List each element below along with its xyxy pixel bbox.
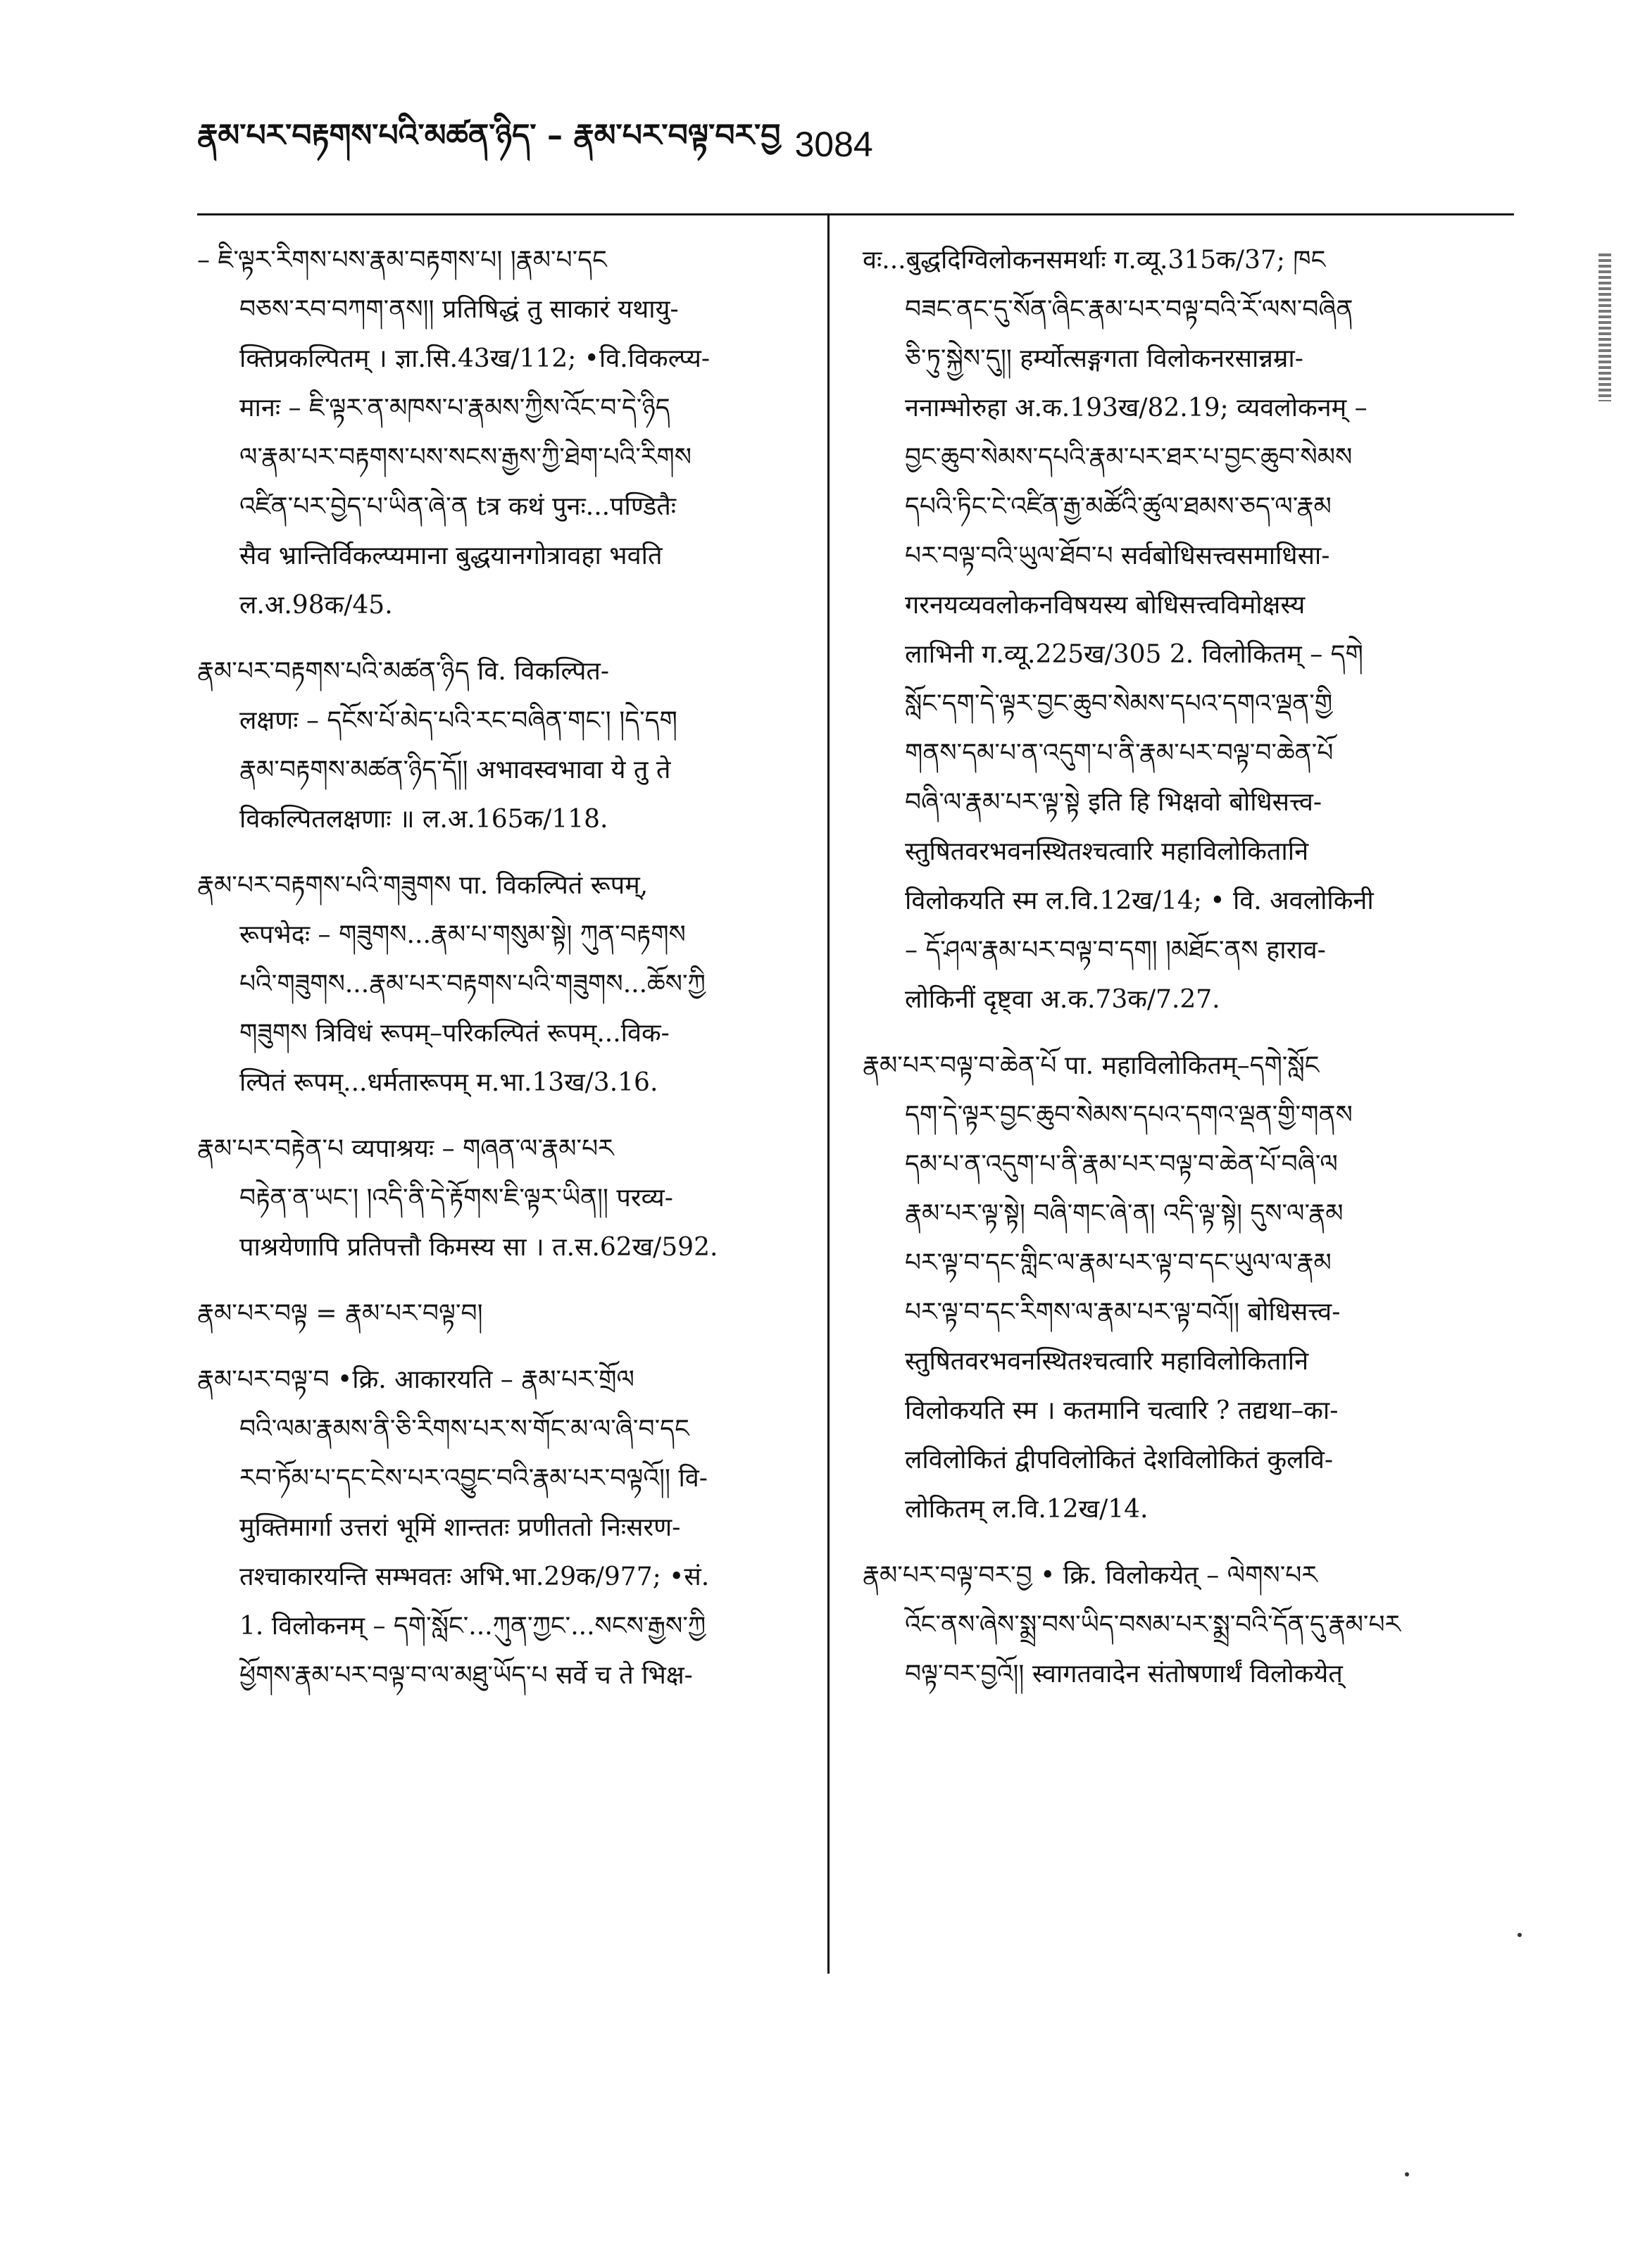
dictionary-entry bbox=[197, 647, 803, 844]
entry-text-line: བཞི་ལ་རྣམ་པར་ལྟ་སྟེ इति हि भिक्षवो बोधिसत्त्व- bbox=[905, 788, 1322, 817]
entry-text-line: སློང་དག་དེ་ལྟར་བྱང་ཆུབ་སེམས་དཔའ་དགའ་ལྡན་གྱི bbox=[905, 689, 1333, 718]
entry-headword-line: རྣམ་པར་བལྟ་བ་ཆེན་པོ पा. महाविलोकितम्–དགེ་སློང bbox=[863, 1051, 1320, 1080]
dictionary-entry bbox=[863, 1041, 1510, 1534]
entry-text-line: विकल्पितलक्षणाः ॥ ल.अ.165क/118. bbox=[239, 805, 608, 834]
entry-headword-line: – ཇི་ལྟར་རིགས་པས་རྣམ་བརྟགས་པ། །རྣམ་པ་དང bbox=[197, 246, 607, 275]
entry-text-line: པའི་གཟུགས...རྣམ་པར་བརྟགས་པའི་གཟུགས...ཆོས་ཀྱི bbox=[239, 970, 706, 998]
entry-text-line: ल.अ.98क/45. bbox=[239, 591, 393, 620]
dictionary-entry bbox=[863, 236, 1510, 1025]
entry-text-line: ལ་རྣམ་པར་བརྟགས་པས་སངས་རྒྱས་ཀྱི་ཐེག་པའི་རིགས bbox=[239, 443, 692, 472]
entry-text-line: འོང་ནས་ཞེས་སྨྲ་བས་ཡིད་བསམ་པར་སྨྲ་བའི་དོན་དུ་རྣམ་པར bbox=[905, 1610, 1401, 1639]
entry-text-line: ल्पितं रूपम्...धर्मतारूपम् म.भा.13ख/3.16. bbox=[239, 1068, 658, 1097]
entry-headword-line: རྣམ་པར་བརྟགས་པའི་གཟུགས पा. विकल्पितं रूपम्, bbox=[197, 871, 649, 900]
entry-text-line: པར་ལྟ་བ་དང་རིགས་ལ་རྣམ་པར་ལྟ་བའོ།། बोधिसत्त्व- bbox=[905, 1298, 1341, 1327]
entry-text-line: བྱང་ཆུབ་སེམས་དཔའི་རྣམ་པར་ཐར་པ་བྱང་ཆུབ་སེམས bbox=[905, 443, 1353, 472]
dictionary-entry bbox=[197, 861, 803, 1108]
scan-edge-mark bbox=[1598, 253, 1611, 401]
entry-text-line: तश्चाकारयन्ति सम्भवतः अभि.भा.29क/977; •सं. bbox=[239, 1562, 710, 1591]
entry-text-line: स्तुषितवरभवनस्थितश्चत्वारि महाविलोकितानि bbox=[905, 1347, 1309, 1376]
right-column bbox=[863, 236, 1510, 1716]
running-title: རྣམ་པར་བརྟགས་པའི་མཚན་ཉིད་ – རྣམ་པར་བལྟ་བར་བྱ bbox=[197, 118, 781, 154]
entry-headword-line: རྣམ་པར་བལྟ་བར་བྱ • क्रि. विलोकयेत् – ལེགས་པར bbox=[863, 1561, 1318, 1590]
entry-text-line: དག་དེ་ལྟར་བྱང་ཆུབ་སེམས་དཔའ་དགའ་ལྡན་གྱི་གནས bbox=[905, 1101, 1353, 1129]
entry-text-line: པར་ལྟ་བ་དང་གླིང་ལ་རྣམ་པར་ལྟ་བ་དང་ཡུལ་ལ་རྣམ bbox=[905, 1248, 1332, 1277]
entry-text-line: དམ་པ་ན་འདུག་པ་ནི་རྣམ་པར་བལྟ་བ་ཆེན་པོ་བཞི་ལ bbox=[905, 1150, 1338, 1179]
entry-text-line: གནས་དམ་པ་ན་འདུག་པ་ནི་རྣམ་པར་བལྟ་བ་ཆེན་པོ bbox=[905, 739, 1334, 768]
entry-text-line: གཟུགས त्रिविधं रूपम्–परिकल्पितं रूपम्...विक- bbox=[239, 1019, 670, 1048]
entry-text-line: विलोकयति स्म । कतमानि चत्वारि ? तद्यथा–का- bbox=[905, 1396, 1339, 1425]
entry-text-line: – དོ་ཤལ་རྣམ་པར་བལྟ་བ་དག། །མཐོང་ནས हाराव- bbox=[905, 936, 1326, 965]
entry-text-line: पाश्रयेणापि प्रतिपत्तौ किमस्य सा । त.स.62ख/592. bbox=[239, 1233, 718, 1262]
entry-headword-line: རྣམ་པར་བལྟ་བ •क्रि. आकारयति – རྣམ་པར་གྲོལ bbox=[197, 1365, 634, 1394]
entry-headword-line: རྣམ་པར་བརྟགས་པའི་མཚན་ཉིད वि. विकल्पित- bbox=[197, 657, 610, 686]
entry-text-line: རབ་ཏོམ་པ་དང་ངེས་པར་འབྱུང་བའི་རྣམ་པར་བལྟའོ།། वि- bbox=[239, 1464, 708, 1493]
entry-text-line: मुक्तिमार्गा उत्तरां भूमिं शान्ततः प्रणीततो निःसरण- bbox=[239, 1513, 681, 1542]
entry-text-line: བའི་ལམ་རྣམས་ནི་ཅི་རིགས་པར་ས་གོང་མ་ལ་ཞི་བ་དང bbox=[239, 1415, 689, 1443]
entry-text-line: བལྟ་བར་བྱའོ།། स्वागतवादेन संतोषणार्थं विलोकयेत् bbox=[905, 1660, 1343, 1689]
entry-text-line: लोकिनीं दृष्ट्वा अ.क.73क/7.27. bbox=[905, 985, 1220, 1014]
page-header bbox=[197, 116, 1535, 173]
entry-text-line: सैव भ्रान्तिर्विकल्प्यमाना बुद्धयानगोत्रावहा भवति bbox=[239, 541, 663, 570]
entry-text-line: ननाम्भोरुहा अ.क.193ख/82.19; व्यवलोकनम् – bbox=[905, 394, 1368, 422]
entry-headword-line: वः...बुद्धदिग्विलोकनसमर्थाः ग.व्यू.315क/37; ཁང bbox=[863, 246, 1326, 275]
scan-speck bbox=[1518, 1933, 1522, 1937]
entry-headword-line: རྣམ་པར་བརྟེན་པ व्यपाश्रयः – གཞན་ལ་རྣམ་པར bbox=[197, 1134, 614, 1163]
entry-text-line: लविलोकितं द्वीपविलोकितं देशविलोकितं कुलवि- bbox=[905, 1446, 1334, 1474]
dictionary-entry bbox=[863, 1551, 1510, 1699]
page-number: 3084 bbox=[794, 125, 873, 164]
entry-text-line: རྣམ་པར་ལྟ་སྟེ། བཞི་གང་ཞེ་ན། འདི་ལྟ་སྟེ། དུས་ལ་རྣམ bbox=[905, 1199, 1344, 1228]
entry-text-line: क्तिप्रकल्पितम् । ज्ञा.सि.43ख/112; •वि.विकल्प्य- bbox=[239, 344, 711, 373]
dictionary-entry bbox=[197, 1355, 803, 1700]
entry-text-line: लोकितम् ल.वि.12ख/14. bbox=[905, 1495, 1149, 1524]
entry-text-line: लाभिनी ग.व्यू.225ख/305 2. विलोकितम् – དགེ bbox=[905, 640, 1363, 669]
entry-text-line: विलोकयति स्म ल.वि.12ख/14; • वि. अवलोकिनी bbox=[905, 886, 1374, 915]
entry-text-line: रूपभेदः – གཟུགས...རྣམ་པ་གསུམ་སྟེ། ཀུན་བརྟགས bbox=[239, 920, 686, 949]
entry-text-line: རྣམ་བརྟགས་མཚན་ཉིད་དོ།། अभावस्वभावा ये तु ते bbox=[239, 756, 671, 784]
entry-text-line: པར་བལྟ་བའི་ཡུལ་ཐོབ་པ सर्वबोधिसत्त्वसमाधिसा- bbox=[905, 541, 1330, 570]
entry-text-line: 1. विलोकनम् – དགེ་སློང་...ཀུན་ཀྱང་...སངས་རྒྱས་ཀྱི bbox=[239, 1612, 706, 1641]
entry-text-line: मानः – ཇི་ལྟར་ན་མཁས་པ་རྣམས་ཀྱིས་འོང་བ་དེ་ཉིད bbox=[239, 394, 670, 422]
left-column bbox=[197, 236, 803, 1717]
entry-text-line: ཅི་ཏུ་སྐྱེས་དུ།། हर्म्योत्सङ्गगता विलोकनरसान्नम्रा- bbox=[905, 344, 1303, 373]
entry-text-line: དཔའི་ཏིང་ངེ་འཛིན་རྒྱ་མཚོའི་ཚུལ་ཐམས་ཅད་ལ་རྣམ bbox=[905, 492, 1332, 521]
dictionary-entry bbox=[197, 1289, 803, 1339]
entry-text-line: འཛིན་པར་བྱེད་པ་ཡིན་ཞེ་ན tत्र कथं पुनः...पण्डितैः bbox=[239, 492, 677, 521]
entry-text-line: བརྟེན་ན་ཡང་། །འདི་ནི་དེ་རྟོགས་ཇི་ལྟར་ཡིན།། परव्य- bbox=[239, 1184, 673, 1213]
entry-text-line: བཟང་ནང་དུ་སོན་ཞིང་རྣམ་པར་བལྟ་བའི་རོ་ལས་བཞིན bbox=[905, 295, 1353, 324]
entry-text-line: ཕྱོགས་རྣམ་པར་བལྟ་བ་ལ་མཐུ་ཡོད་པ सर्वे च ते भिक्ष- bbox=[239, 1661, 693, 1690]
entry-text-line: स्तुषितवरभवनस्थितश्चत्वारि महाविलोकितानि bbox=[905, 837, 1309, 866]
column-divider bbox=[827, 213, 830, 1974]
header-rule bbox=[197, 213, 1514, 215]
dictionary-entry bbox=[197, 236, 803, 630]
scan-speck bbox=[1405, 2172, 1409, 2176]
entry-headword-line: རྣམ་པར་བལྟ = རྣམ་པར་བལྟ་བ། bbox=[197, 1299, 483, 1328]
entry-text-line: བཅས་རབ་བཀག་ནས།། प्रतिषिद्धं तु साकारं यथायु- bbox=[239, 295, 679, 324]
entry-text-line: गरनयव्यवलोकनविषयस्य बोधिसत्त्वविमोक्षस्य bbox=[905, 591, 1306, 620]
dictionary-entry bbox=[197, 1124, 803, 1272]
entry-text-line: लक्षणः – དངོས་པོ་མེད་པའི་རང་བཞིན་གང་། །དེ་དག bbox=[239, 706, 677, 735]
